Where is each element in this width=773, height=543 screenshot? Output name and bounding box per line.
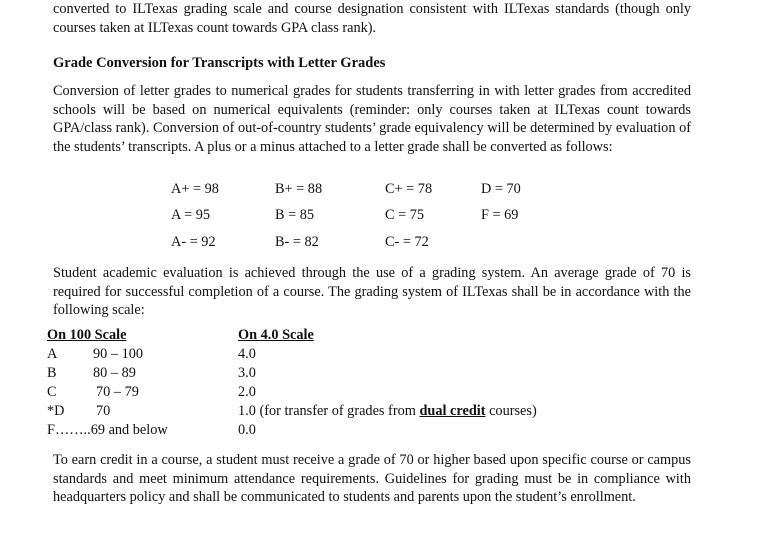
- scale-letter: *D: [47, 403, 65, 419]
- grade-cell: A = 95: [171, 207, 211, 223]
- evaluation-paragraph: Student academic evaluation is achieved through the use of a grading system. An average grade of 70 is required for successful completion of a course. The grading system of ILTexas shall be in accordance with the following scale:: [53, 265, 691, 319]
- scale-gpa: 4.0: [238, 346, 256, 362]
- dual-credit-link[interactable]: dual credit: [419, 403, 486, 419]
- scale-gpa: 0.0: [238, 422, 256, 438]
- scale-range: 70 – 79: [96, 384, 139, 400]
- grade-cell: C- = 72: [385, 234, 429, 250]
- scale-gpa: 1.0: [238, 403, 256, 419]
- conversion-paragraph: Conversion of letter grades to numerical grades for students transferring in with letter grades from accredited schools will be based on numerical equivalents (reminder: only courses taken at ILTexas count towards GPA/class rank). Conversion of out-of-country students’ grade equivalency will be determined by evaluation of the students’ transcripts. A plus or a minus attached to a letter grade shall be converted as follows:: [53, 83, 691, 155]
- grade-cell: C = 75: [385, 207, 425, 223]
- section-heading: Grade Conversion for Transcripts with Letter Grades: [53, 55, 386, 71]
- scale-note-tail: courses): [485, 403, 537, 419]
- credit-paragraph: To earn credit in a course, a student must receive a grade of 70 or higher based upon specific course or campus standards and meet minimum attendance requirements. Guidelines for grading must be in compliance with headquarters policy and shall be communicated to students and parents upon the student’s enrollment.: [53, 452, 691, 506]
- intro-paragraph: converted to ILTexas grading scale and course designation consistent with ILTexas standards (though only courses taken at ILTexas count towards GPA class rank).: [53, 1, 691, 36]
- scale-letter: C: [47, 384, 57, 400]
- scale-gpa-note: [238, 403, 537, 420]
- scale-header-4: On 4.0 Scale: [238, 327, 314, 343]
- scale-letter: A: [47, 346, 58, 362]
- scale-gpa: 2.0: [238, 384, 256, 400]
- scale-range: 80 – 89: [93, 365, 136, 381]
- grade-cell: B- = 82: [275, 234, 319, 250]
- scale-gpa: 3.0: [238, 365, 256, 381]
- scale-range: 70: [96, 403, 111, 419]
- grade-cell: A- = 92: [171, 234, 216, 250]
- grade-cell: D = 70: [481, 181, 521, 197]
- grade-cell: B = 85: [275, 207, 315, 223]
- grade-cell: B+ = 88: [275, 181, 323, 197]
- scale-letter: F……..69 and below: [47, 422, 168, 438]
- scale-range: 90 – 100: [93, 346, 144, 362]
- scale-header-100: On 100 Scale: [47, 327, 127, 343]
- grade-cell: F = 69: [481, 207, 519, 223]
- scale-note: (for transfer of grades from: [255, 403, 420, 419]
- scale-letter: B: [47, 365, 57, 381]
- grade-cell: A+ = 98: [171, 181, 219, 197]
- grade-cell: C+ = 78: [385, 181, 433, 197]
